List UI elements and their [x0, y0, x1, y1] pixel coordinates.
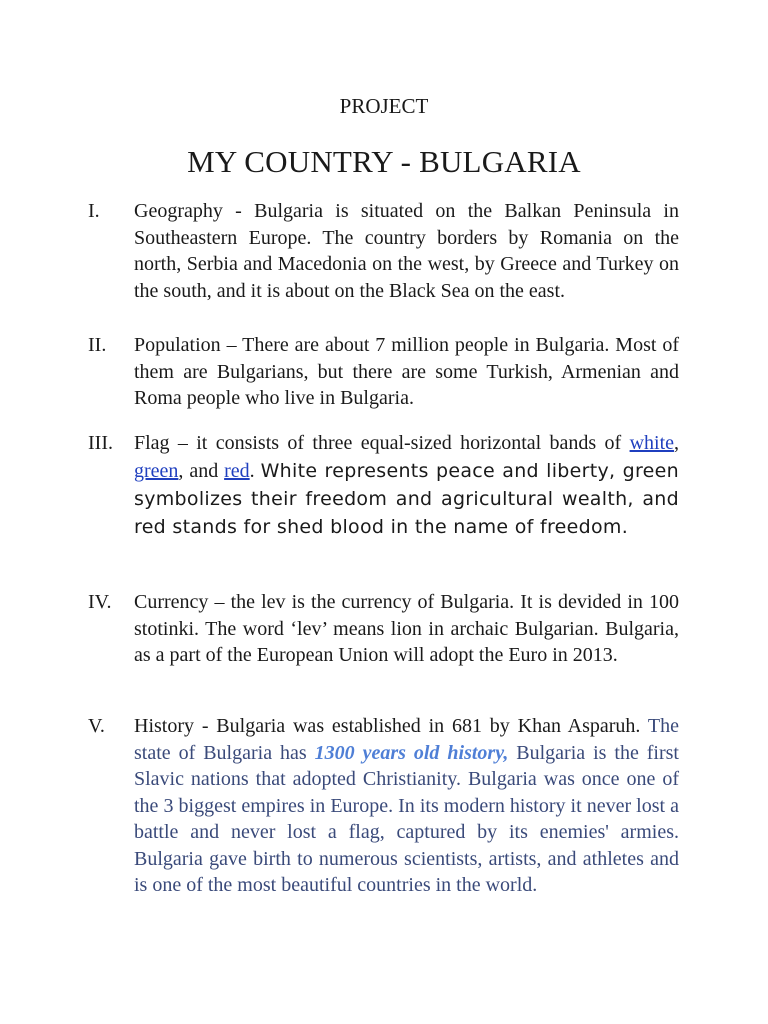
- separator: ,: [674, 432, 679, 454]
- project-label: PROJECT: [339, 94, 429, 118]
- history-text-after: Bulgaria is the first Slavic nations that adopted Christianity. Bulgaria was once one of the 3 biggest empires in Europe. In its modern history it never lost a battle and never lost a flag, captured by its enemies' armies. Bulgaria gave birth to numerous scientists, artists, and athletes and is one of the most beautiful countries in the world.: [134, 741, 679, 896]
- section-text: [134, 713, 679, 899]
- link-red[interactable]: red: [224, 459, 250, 482]
- section-text: Geography - Bulgaria is situated on the Balkan Peninsula in Southeastern Europe. The country borders by Romania on the north, Serbia and Macedonia on the west, by Greece and Turkey on the south, and it is about on the Black Sea on the east.: [134, 200, 679, 302]
- section-text: Currency – the lev is the currency of Bulgaria. It is devided in 100 stotinki. The word ‘lev’ means lion in archaic Bulgarian. Bulgaria, as a part of the European Union will adopt the Euro in 2013.: [134, 591, 679, 666]
- history-highlight: 1300 years old history,: [314, 741, 509, 764]
- flag-intro-text: Flag – it consists of three equal-sized horizontal bands of: [134, 432, 630, 454]
- section-text: [134, 430, 679, 541]
- history-intro-text: History - Bulgaria was established in 681 by Khan Asparuh.: [134, 715, 641, 737]
- link-white[interactable]: white: [629, 432, 674, 454]
- section-text: Population – There are about 7 million people in Bulgaria. Most of them are Bulgarians, but there are some Turkish, Armenian and Roma people who live in Bulgaria.: [134, 334, 679, 409]
- separator: .: [249, 459, 261, 482]
- link-green[interactable]: green: [134, 459, 179, 482]
- section-numeral: V.: [88, 715, 105, 737]
- section-numeral: IV.: [88, 591, 112, 613]
- separator: , and: [178, 459, 225, 482]
- history-text-before: The state of Bulgaria has: [134, 715, 679, 764]
- section-numeral: II.: [88, 334, 107, 356]
- flag-meaning-text: White represents peace and liberty, green symbolizes their freedom and agricultural wealth, and red stands for shed blood in the name of freedom.: [134, 459, 680, 538]
- section-numeral: III.: [88, 432, 113, 454]
- section-numeral: I.: [88, 200, 100, 222]
- document-title: MY COUNTRY - BULGARIA: [187, 144, 581, 179]
